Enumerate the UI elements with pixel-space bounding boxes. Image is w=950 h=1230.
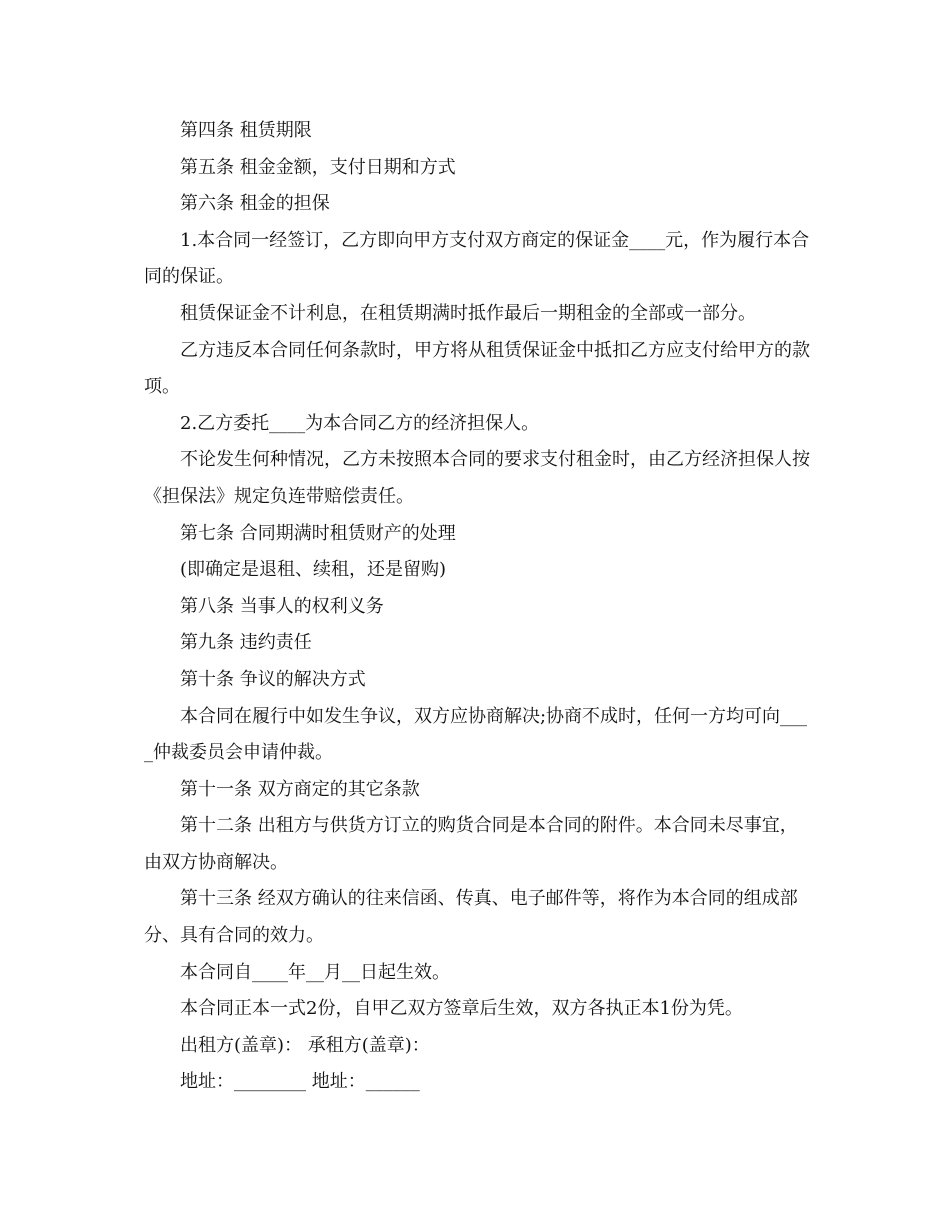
effective-date-clause: 本合同自____年__月__日起生效。	[180, 961, 450, 983]
signature-line: 出租方(盖章)： 承租方(盖章)：	[180, 1034, 430, 1056]
article-12-clause: 第十二条 出租方与供货方订立的购货合同是本合同的附件。本合同未尽事宜，由双方协商解决。	[144, 815, 798, 873]
article-9-heading: 第九条 违约责任	[180, 632, 312, 654]
deposit-deduction-clause: 乙方违反本合同任何条款时，甲方将从租赁保证金中抵扣乙方应支付给甲方的款项。	[144, 339, 810, 398]
article-6-heading: 第六条 租金的担保	[180, 193, 330, 215]
article-8-heading: 第八条 当事人的权利义务	[180, 595, 384, 617]
article-7-note: (即确定是退租、续租，还是留购)	[180, 559, 447, 581]
dispute-clause: 本合同在履行中如发生争议，双方应协商解决;协商不成时，任何一方均可向____仲裁委员会申请仲裁。	[144, 705, 808, 764]
contract-body	[144, 113, 810, 1101]
deposit-interest-clause: 租赁保证金不计利息，在租赁期满时抵作最后一期租金的全部或一部分。	[180, 302, 756, 324]
article-4-heading: 第四条 租赁期限	[180, 120, 312, 141]
article-7-heading: 第七条 合同期满时租赁财产的处理	[180, 522, 456, 544]
guarantor-clause: 2.乙方委托____为本合同乙方的经济担保人。	[180, 412, 540, 434]
article-11-heading: 第十一条 双方商定的其它条款	[180, 778, 420, 800]
address-line: 地址：________ 地址：______	[180, 1071, 420, 1093]
article-13-clause: 第十三条 经双方确认的往来信函、传真、电子邮件等，将作为本合同的组成部分、具有合同的效力。	[144, 888, 798, 947]
article-5-heading: 第五条 租金金额，支付日期和方式	[180, 156, 456, 178]
copies-clause: 本合同正本一式2份，自甲乙双方签章后生效，双方各执正本1份为凭。	[180, 998, 743, 1020]
guarantor-liability-clause: 不论发生何种情况，乙方未按照本合同的要求支付租金时，由乙方经济担保人按《担保法》规定负连带赔偿责任。	[144, 449, 810, 507]
deposit-clause: 1.本合同一经签订，乙方即向甲方支付双方商定的保证金____元，作为履行本合同的保证。	[144, 229, 810, 288]
article-10-heading: 第十条 争议的解决方式	[180, 668, 366, 690]
